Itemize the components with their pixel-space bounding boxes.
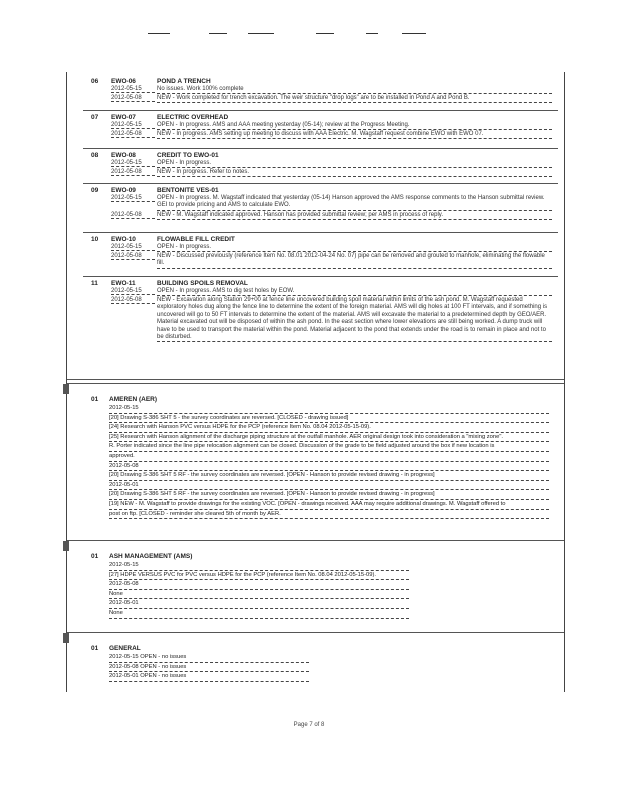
note-line: 2012-05-08 [109,462,549,472]
note-line: 2012-05-15 [109,404,549,414]
general-notes [109,653,309,682]
note-line: 2012-05-01 OPEN - no issues [109,672,309,682]
entry-date: 2012-05-08 [111,95,155,102]
page-footer: Page 7 of 8 [293,722,325,728]
entry-text: NEW - Discussed previously (reference Item No. 08.01 2012-04-24 No. 07) pipe can be removed and grouted to manhole, eliminating the flowable fill. [157,253,552,269]
item-number: 01 [91,645,99,652]
section-marker [63,541,69,551]
ameren-notes [109,404,549,519]
note-line: 2012-05-08 [109,580,409,590]
note-line: 2012-05-01 [109,481,549,491]
note-line: 2012-05-15 [109,561,409,571]
entry-text: NEW - In progress. Refer to notes. [157,169,552,177]
ewo-title: BUILDING SPOILS REMOVAL [157,280,248,287]
note-line: None [109,609,409,619]
item-number: 01 [91,396,99,403]
entry-date: 2012-05-08 [111,297,155,304]
entry-date: 2012-05-15 [111,86,155,93]
note-line: [20] Drawing S-386 SHT 5 RF - the survey coordinates are reversed. [OPEN - Hanson to provide revised drawing - in progress] [109,471,549,481]
entry-text: NEW - Work completed for trench excavation. The weir structure "drop logs" are to be installed in Pond A and Pond B. [157,95,552,103]
entry-text: OPEN - In progress. [157,244,552,252]
item-number: 06 [91,78,99,85]
entry-text: NEW - Excavation along Station 29+00 at fence line uncovered building spoil material within limits of the ash pond. M. Wagstaff requested exploratory holes dug along the fence line to determine the extent of the foreign material. AMS will dig holes at 100 FT intervals, and if something is uncovered will go to 50 FT intervals to determine the extent of the material. AMS will excavate the material to a predetermined depth by GEO/AER. Material excavated out will be disposed of within the ash pond. In the east section where lower elevations are still being worked. A dump truck will have to be used to transport the material within the pond. Material adjacent to the pond that extends under the road is to remain in place and not to be disturbed. [157,297,552,342]
entry-text: OPEN - In progress. AMS and AAA meeting yesterday (05-14); review at the Progress Meeting. [157,122,552,130]
ewo-title: CREDIT TO EWO-01 [157,152,219,159]
entry-date: 2012-05-15 [111,288,155,295]
ams-section [67,540,564,625]
note-line: 2012-05-08 OPEN - no issues [109,663,309,673]
note-line: 2012-05-15 OPEN - no issues [109,653,309,663]
entry-date: 2012-05-08 [111,253,155,260]
entry-text: NEW - In progress. AMS setting up meeting to discuss with AAA Electric. M. Wagstaff request combine EWO with EWO 07. [157,131,552,139]
item-number: 07 [91,114,99,121]
ams-notes [109,561,409,619]
entry-date: 2012-05-08 [111,212,155,219]
entry-text: OPEN - In progress. [157,160,552,168]
ewo-code: EWO-07 [111,114,136,121]
entry-text: OPEN - In progress. AMS to dig test holes by EOW. [157,288,552,296]
note-line: [24] Research with Hanson PVC versus HDPE for the PCP (reference Item No. 08.04 2012-05-15-09). [109,423,549,433]
ewo-title: FLOWABLE FILL CREDIT [157,236,235,243]
entry-date: 2012-05-15 [111,195,155,202]
item-divider [83,276,558,277]
item-number: 10 [91,236,99,243]
entry-date: 2012-05-08 [111,131,155,138]
section-marker [63,384,69,394]
note-line: [27] HDPE VERSUS PVC for PVC versus HDPE for the PCP (reference Item No. 08.04 2012-05-15-09). [109,571,409,581]
note-line: None [109,590,409,600]
entry-text: NEW - M. Wagstaff indicated approved. Hanson has provided submittal review; per AMS in process of reply. [157,212,552,220]
item-divider [83,183,558,184]
section-title: AMEREN (AER) [109,396,158,403]
section-marker [63,633,69,643]
item-divider [83,232,558,233]
ewo-code: EWO-10 [111,236,136,243]
item-number: 01 [91,553,99,560]
note-line: post on ftp. [CLOSED - reminder she cleared 5th of month by AER. [109,510,549,520]
ewo-code: EWO-11 [111,280,136,287]
general-section [67,632,564,689]
item-number: 09 [91,187,99,194]
ewo-title: POND A TRENCH [157,78,211,85]
ewo-code: EWO-06 [111,78,136,85]
ewo-code: EWO-08 [111,152,136,159]
section-title: ASH MANAGEMENT (AMS) [109,553,193,560]
header-marks [0,33,618,37]
minutes-page [66,72,565,692]
note-line: [20] Drawing S-386 SHT 5 RF - the survey coordinates are reversed. [OPEN - Hanson to provide revised drawing - in progress] [109,490,549,500]
section-title: GENERAL [109,645,141,652]
entry-text: No issues. Work 100% complete [157,86,552,94]
ewo-title: ELECTRIC OVERHEAD [157,114,229,121]
entry-date: 2012-05-15 [111,160,155,167]
item-number: 11 [91,280,98,287]
ewo-code: EWO-09 [111,187,136,194]
note-line: 2012-05-01 [109,599,409,609]
item-divider [83,148,558,149]
section-divider [67,379,564,380]
item-number: 08 [91,152,99,159]
entry-date: 2012-05-15 [111,122,155,129]
note-line: [19] NEW - M. Wagstaff to provide drawings for the existing VOC. [OPEN - drawings received. AAA may require additional drawings. M. Wagstaff offered to [109,500,549,510]
entry-date: 2012-05-15 [111,244,155,251]
note-line: R. Porter indicated since the line pipe relocation alignment can be closed. Discussion of the grade to be field adjusted around the box if new location is [109,442,549,452]
note-line: [20] Drawing S-386 SHT 5 - the survey coordinates are reversed. [CLOSED - drawing issued] [109,414,549,424]
note-line: approved. [109,452,549,462]
note-line: [25] Research with Hanson alignment of the discharge piping structure at the outfall manhole. AER original design took into consideration a "mixing zone". [109,433,549,443]
ameren-section [67,383,564,534]
ewo-title: BENTONITE VES-01 [157,187,219,194]
entry-text: OPEN - In progress. M. Wagstaff indicated that yesterday (05-14) Hanson approved the AMS response comments to the Hanson submittal review. GEI to provide pricing and AMS to calculate EWO. [157,195,552,211]
item-divider [83,110,558,111]
entry-date: 2012-05-08 [111,169,155,176]
